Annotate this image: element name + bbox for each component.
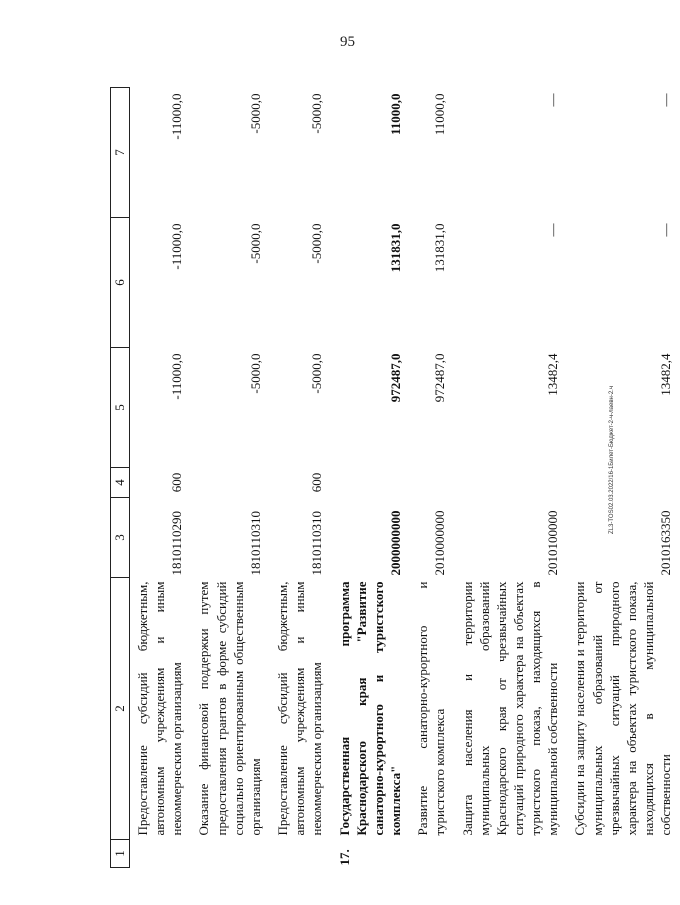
row-value-col6: -5000,0 [309, 223, 325, 264]
row-code: 2000000000 [388, 510, 404, 576]
row-number [410, 840, 454, 868]
row-value-col6: — [545, 223, 561, 237]
table-row [270, 88, 331, 868]
table-row [455, 88, 568, 868]
header-cell: 4 [111, 468, 130, 498]
row-name: Оказание финансовой поддержки путем предоставления грантов в форме субсидий социально ориентированным общественным организациям [196, 581, 263, 836]
row-value-col5: 13482,4 [545, 353, 561, 396]
row-name: Защита населения и территории муниципальных образований Краснодарского края от чрезвычайных ситуаций природного характера на объектах туристского показа, находящихся в муниципальной собственности [459, 581, 561, 836]
row-value-col7: 11000,0 [432, 93, 448, 136]
row-name: Предоставление субсидий бюджетным, автономным учреждениям и иным некоммерческим организациям [275, 581, 325, 836]
row-value-col5: 972487,0 [388, 353, 404, 403]
row-expense-type [332, 468, 411, 498]
row-value-col7: -11000,0 [169, 93, 185, 140]
row-code: 1810110310 [309, 510, 325, 576]
row-number [191, 840, 270, 868]
row-value-col6: 131831,0 [432, 223, 448, 273]
row-value-col5: -5000,0 [309, 353, 325, 394]
row-name: Государственная программа Краснодарского края "Развитие санаторно-курортного и туристского комплекса" [336, 581, 404, 836]
row-value-col6: — [658, 223, 674, 237]
row-number [130, 840, 192, 868]
header-cell: 6 [111, 218, 130, 348]
header-cell: 1 [111, 840, 130, 868]
header-row [111, 88, 130, 868]
header-cell: 3 [111, 498, 130, 578]
header-cell: 7 [111, 88, 130, 218]
row-number [270, 840, 331, 868]
row-expense-type: 600 [309, 472, 325, 493]
row-code: 2010000000 [432, 510, 448, 576]
row-value-col5: 13482,4 [658, 353, 674, 396]
row-expense-type [191, 468, 270, 498]
row-value-col5: 972487,0 [432, 353, 448, 403]
row-value-col7: -5000,0 [247, 93, 263, 134]
row-value-col7: — [545, 93, 561, 107]
row-code: 2010163350 [658, 510, 674, 576]
row-value-col5: -5000,0 [247, 353, 263, 394]
header-cell: 2 [111, 578, 130, 840]
row-number [567, 840, 680, 868]
row-name: Развитие санаторно-курортного и туристского комплекса [415, 581, 448, 836]
row-value-col7: -5000,0 [309, 93, 325, 134]
row-expense-type [410, 468, 454, 498]
row-expense-type [455, 468, 568, 498]
row-number: 17. [336, 849, 352, 866]
row-code: 1810110310 [247, 510, 263, 576]
row-name: Предоставление субсидий бюджетным, автономным учреждениям и иным некоммерческим организациям [135, 581, 185, 836]
row-code: 1810110290 [169, 510, 185, 576]
row-name: Субсидии на защиту населения и территории муниципальных образований от чрезвычайных ситуаций природного характера на объектах туристского показа, находящихся в муниципальной собственности [572, 581, 674, 836]
budget-table [110, 87, 680, 868]
header-cell: 5 [111, 348, 130, 468]
table-row [567, 88, 680, 868]
table-row [332, 88, 411, 868]
row-value-col7: 11000,0 [388, 93, 404, 136]
row-expense-type [567, 468, 680, 498]
row-value-col6: -11000,0 [169, 223, 185, 270]
side-note-text: ZL3-TOS02.03.2022/16-1Билет-Бюджет-2-ч-лаевн-2.ч [609, 386, 616, 534]
row-expense-type: 600 [169, 472, 185, 493]
row-value-col6: 131831,0 [388, 223, 404, 273]
table-row [130, 88, 192, 868]
page-number: 95 [340, 34, 355, 50]
row-value-col6: -5000,0 [247, 223, 263, 264]
row-value-col5: -11000,0 [169, 353, 185, 400]
row-code: 2010100000 [545, 510, 561, 576]
row-number [455, 840, 568, 868]
row-value-col7: — [658, 93, 674, 107]
table-row [191, 88, 270, 868]
table-row [410, 88, 454, 868]
